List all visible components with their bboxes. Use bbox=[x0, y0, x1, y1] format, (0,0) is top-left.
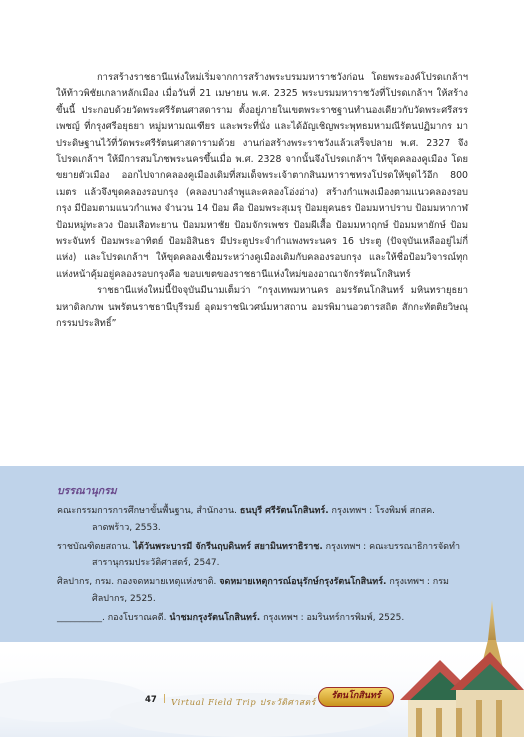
pillar bbox=[436, 708, 442, 737]
reference-title: ธนบุรี ศรีรัตนโกสินทร์. bbox=[239, 506, 329, 516]
pillar bbox=[456, 708, 462, 737]
reference-publisher: กรุงเทพฯ : กรมศิลปากร, 2525. bbox=[92, 577, 449, 604]
building-wall bbox=[456, 690, 524, 737]
reference-author: ศิลปากร, กรม. กองจดหมายเหตุแห่งชาติ. bbox=[57, 577, 220, 588]
reference-author: ราชบัณฑิตยสถาน. bbox=[57, 541, 134, 552]
reference-title: ไต้วันพระบารมี จักรีนฤบดินทร์ สยามินทราธิราช. bbox=[133, 541, 323, 552]
reference-publisher: กรุงเทพฯ : โรงพิมพ์ สกสค. ลาดพร้าว, 2553. bbox=[92, 506, 435, 533]
reference-title: จดหมายเหตุการณ์อนุรักษ์กรุงรัตนโกสินทร์. bbox=[219, 577, 387, 588]
paragraph-2: ราชธานีแห่งใหม่นี้ปัจจุบันมีนามเต็มว่า “กรุงเทพมหานคร อมรรัตนโกสินทร์ มหินทรายุธยา มหาดิลกภพ นพรัตนราชธานีบุรีรมย์ อุดมราชนิเวศน์มหาสถาน อมรพิมานอวตารสถิต สักกะทัตติยวิษณุกรรมประสิทธิ์” bbox=[56, 285, 468, 330]
pillar bbox=[496, 700, 502, 737]
pillar bbox=[416, 708, 422, 737]
reference-author: __________. กองโบราณคดี. bbox=[57, 613, 170, 624]
spire-shape bbox=[488, 600, 496, 640]
reference-title: นำชมกรุงรัตนโกสินทร์. bbox=[169, 613, 261, 624]
page-number: 47 bbox=[145, 695, 157, 705]
footer-separator: | bbox=[163, 694, 167, 704]
reference-publisher: กรุงเทพฯ : คณะบรรณาธิการจัดทำสารานุกรมประวัติศาสตร์, 2547. bbox=[92, 541, 460, 569]
rattanakosin-badge: รัตนโกสินทร์ bbox=[318, 687, 394, 707]
reference-publisher: กรุงเทพฯ : อมรินทร์การพิมพ์, 2525. bbox=[260, 613, 405, 624]
bibliography-title: บรรณานุกรม bbox=[57, 485, 117, 497]
series-title: Virtual Field Trip ประวัติศาสตร์ bbox=[171, 698, 316, 708]
paragraph-1: การสร้างราชธานีแห่งใหม่เริ่มจากการสร้างพระบรมมหาราชวังก่อน โดยพระองค์โปรดเกล้าฯ ให้ท้าวพิชัยเกลาหลักเมือง เมื่อวันที่ 21 เมษายน พ.ศ. 2325 พระบรมมหาราชวังที่โปรดเกล้าฯ ให้สร้างขึ้นนี้ ประกอบด้วยวัดพระศรีรัตนศาสดาราม ตั้งอยู่ภายในเขตพระราชฐานทำนองเดียวกับวัดพระศรีสรรเพชญ์ ที่กรุงศรีอยุธยา หมู่มหามณเฑียร และพระที่นั่ง และได้อัญเชิญพระพุทธมหามณีรัตนปฏิมากร มาประดิษฐานไว้ที่วัดพระศรีรัตนศาสดารามด้วย งานก่อสร้างพระราชวังแล้วเสร็จปลาย พ.ศ. 2327 จึงโปรดเกล้าฯ ให้มีการสมโภชพระนครขึ้นเมื่อ พ.ศ. 2328 จากนั้นจึงโปรดเกล้าฯ ให้ขุดคลองคูเมือง โดยขยายตัวเมือง ออกไปจากคลองคูเมืองเดิมที่สมเด็จพระเจ้าตากสินมหาราชทรงโปรดให้ขุดไว้อีก 800 เมตร แล้วจึงขุดคลองรอบกรุง (คลองบางลำพูและคลองโอ่งอ่าง) สร้างกำแพงเมืองตามแนวคลองรอบกรุง มีป้อมตามแนวกำแพง จำนวน 14 ป้อม คือ ป้อมพระสุเมรุ ป้อมยุคนธร ป้อมมหาปราบ ป้อมมหากาฬ ป้อมหมู่ทะลวง ป้อมเสือทะยาน ป้อมมหาชัย ป้อมจักรเพชร ป้อมผีเสื้อ ป้อมมหาฤกษ์ ป้อมมหายักษ์ ป้อมพระจันทร์ ป้อมพระอาทิตย์ ป้อมอิสินธร มีประตูประจำกำแพงพระนคร 16 ประตู (ปัจจุบันเหลืออยู่ไม่กี่แห่ง) และโปรดเกล้าฯ ให้ขุดคลองเชื่อมระหว่างคูเมืองเดิมกับคลองรอบกรุง และให้ชื่อป้อมวิจารณ์ทุกแห่งหน้าคุ้มอยู่คลองรอบกรุงคือ ขอบเขตของราชธานีแห่งใหม่ของอาณาจักรรัตนโกสินทร์ bbox=[56, 72, 468, 280]
reference-author: คณะกรรมการการศึกษาขั้นพื้นฐาน, สำนักงาน. bbox=[57, 506, 240, 516]
pillar bbox=[476, 700, 482, 737]
